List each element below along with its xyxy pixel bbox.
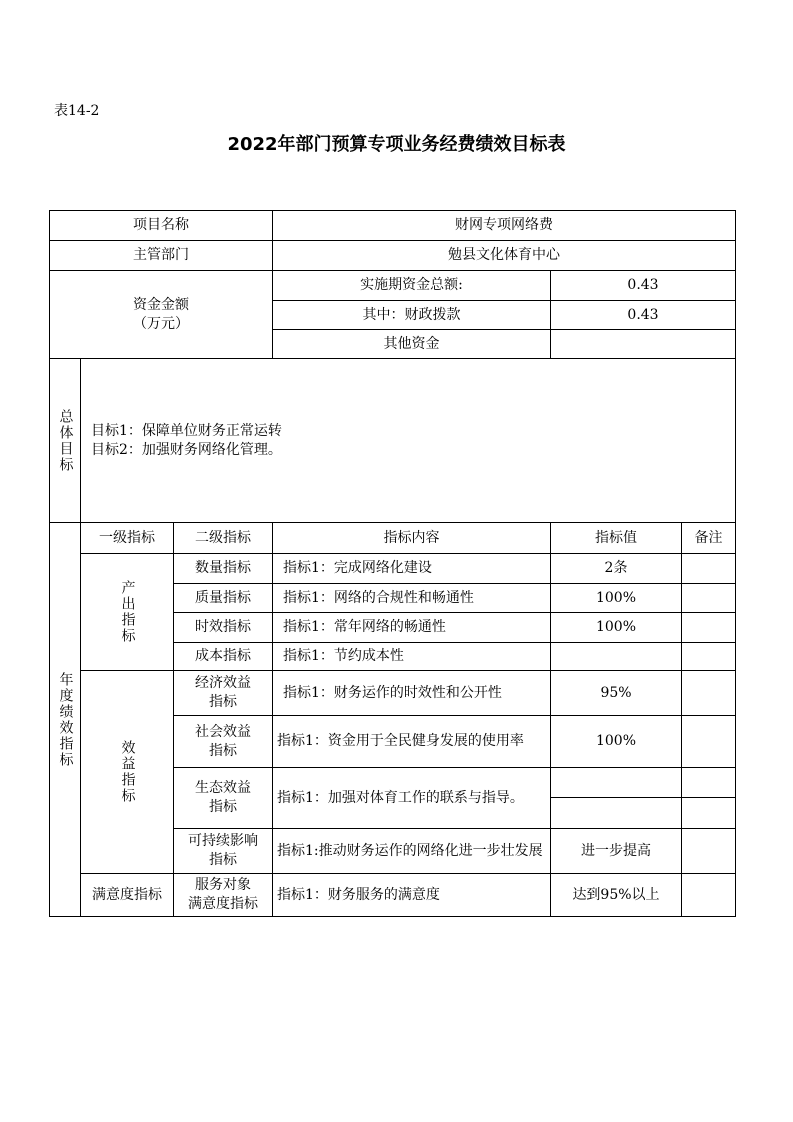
output-level2: 成本指标 bbox=[173, 642, 273, 671]
header-value: 指标值 bbox=[550, 522, 682, 554]
benefit-value: 100% bbox=[550, 715, 682, 768]
benefit-remark bbox=[681, 670, 736, 716]
overall-goal-label: 总体目标 bbox=[49, 358, 81, 523]
benefit-level2-line2: 指标 bbox=[209, 852, 237, 868]
output-remark bbox=[681, 583, 736, 613]
benefit-level2-line2: 指标 bbox=[209, 694, 237, 710]
department-value: 勉县文化体育中心 bbox=[272, 240, 736, 271]
total-funds-label: 实施期资金总额: bbox=[272, 270, 551, 301]
output-value: 2条 bbox=[550, 553, 682, 584]
benefit-level2-line1: 社会效益 bbox=[195, 723, 251, 740]
benefit-indicators-label: 效益指标 bbox=[80, 670, 174, 874]
benefit-content: 指标1：财务运作的时效性和公开性 bbox=[272, 670, 551, 716]
satisfaction-content: 指标1：财务服务的满意度 bbox=[272, 873, 551, 917]
output-content: 指标1：网络的合规性和畅通性 bbox=[272, 583, 551, 613]
benefit-value-extra bbox=[550, 797, 682, 829]
output-remark bbox=[681, 642, 736, 671]
output-content: 指标1：常年网络的畅通性 bbox=[272, 612, 551, 643]
department-label: 主管部门 bbox=[49, 240, 273, 271]
funds-label-line2: （万元） bbox=[133, 315, 189, 332]
fiscal-funds-label: 其中：财政拨款 bbox=[272, 300, 551, 330]
other-funds-label: 其他资金 bbox=[272, 329, 551, 359]
benefit-content: 指标1：资金用于全民健身发展的使用率 bbox=[272, 715, 551, 768]
benefit-remark bbox=[681, 715, 736, 768]
output-indicators-label: 产出指标 bbox=[80, 553, 174, 671]
benefit-content: 指标1:推动财务运作的网络化进一步壮发展 bbox=[272, 828, 551, 874]
benefit-remark bbox=[681, 767, 736, 798]
total-funds-value: 0.43 bbox=[550, 270, 736, 301]
funds-label-line1: 资金金额 bbox=[133, 296, 189, 313]
header-remark: 备注 bbox=[681, 522, 736, 554]
benefit-level2 bbox=[173, 828, 273, 874]
benefit-level2 bbox=[173, 767, 273, 829]
output-content: 指标1：节约成本性 bbox=[272, 642, 551, 671]
benefit-remark bbox=[681, 828, 736, 874]
output-level2: 时效指标 bbox=[173, 612, 273, 643]
header-content: 指标内容 bbox=[272, 522, 551, 554]
benefit-value: 进一步提高 bbox=[550, 828, 682, 874]
benefit-remark bbox=[681, 797, 736, 829]
other-funds-value bbox=[550, 329, 736, 359]
benefit-level2-line2: 指标 bbox=[209, 799, 237, 815]
benefit-content: 指标1：加强对体育工作的联系与指导。 bbox=[272, 767, 551, 829]
goal-item-1: 目标1：保障单位财务正常运转 bbox=[91, 422, 282, 439]
output-value: 100% bbox=[550, 583, 682, 613]
benefit-level2-line1: 生态效益 bbox=[195, 780, 251, 796]
funds-label bbox=[49, 270, 273, 359]
project-name-value: 财网专项网络费 bbox=[272, 210, 736, 241]
header-level1: 一级指标 bbox=[80, 522, 174, 554]
output-content: 指标1：完成网络化建设 bbox=[272, 553, 551, 584]
satisfaction-value: 达到95%以上 bbox=[550, 873, 682, 917]
benefit-level2-line1: 经济效益 bbox=[195, 675, 251, 691]
output-remark bbox=[681, 612, 736, 643]
annual-indicators-label: 年度绩效指标 bbox=[49, 522, 81, 917]
benefit-level2 bbox=[173, 670, 273, 716]
table-id: 表14-2 bbox=[54, 103, 100, 119]
satisfaction-remark bbox=[681, 873, 736, 917]
header-level2: 二级指标 bbox=[173, 522, 273, 554]
benefit-level2 bbox=[173, 715, 273, 768]
satisfaction-level2-line1: 服务对象 bbox=[195, 877, 251, 893]
output-value: 100% bbox=[550, 612, 682, 643]
output-value bbox=[550, 642, 682, 671]
fiscal-funds-value: 0.43 bbox=[550, 300, 736, 330]
output-remark bbox=[681, 553, 736, 584]
benefit-level2-line2: 指标 bbox=[209, 742, 237, 759]
goal-item-2: 目标2：加强财务网络化管理。 bbox=[91, 441, 282, 458]
benefit-level2-line1: 可持续影响 bbox=[188, 833, 258, 849]
satisfaction-level2-line2: 满意度指标 bbox=[188, 896, 258, 912]
output-level2: 数量指标 bbox=[173, 553, 273, 584]
project-name-label: 项目名称 bbox=[49, 210, 273, 241]
benefit-value bbox=[550, 767, 682, 798]
satisfaction-level2 bbox=[173, 873, 273, 917]
satisfaction-indicators-label: 满意度指标 bbox=[80, 873, 174, 917]
page-title: 2022年部门预算专项业务经费绩效目标表 bbox=[227, 134, 566, 155]
benefit-value: 95% bbox=[550, 670, 682, 716]
output-level2: 质量指标 bbox=[173, 583, 273, 613]
overall-goal-content bbox=[80, 358, 736, 523]
